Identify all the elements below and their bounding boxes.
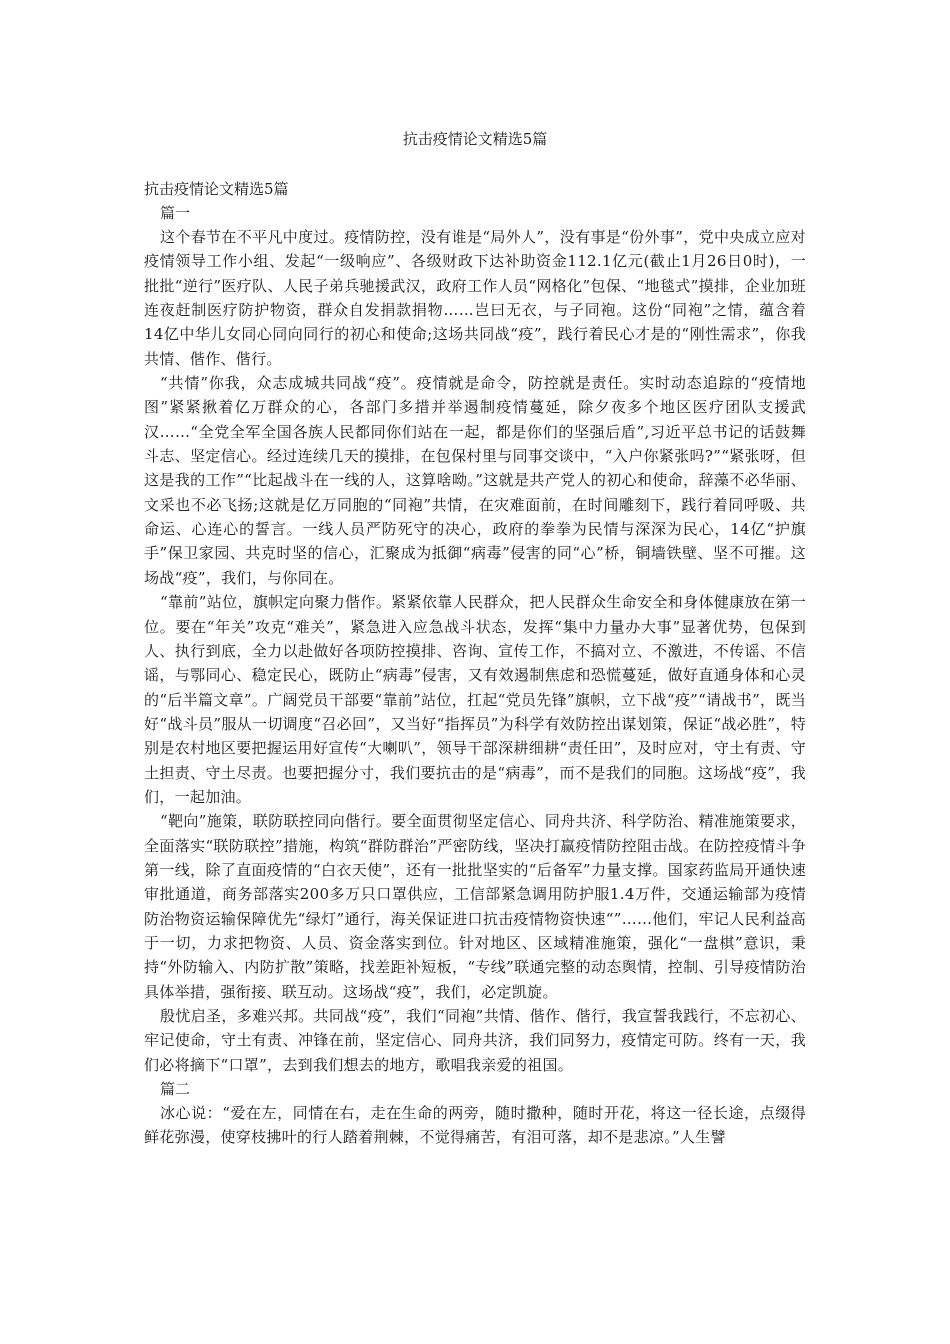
section-label-1: 篇一 — [160, 204, 191, 222]
document-subtitle: 抗击疫情论文精选5篇 — [144, 180, 289, 198]
paragraph: 殷忧启圣，多难兴邦。共同战“疫”，我们“同袍”共情、偕作、偕行，我宣誓我践行，不忘初心、牢记使命，守土有责、冲锋在前，坚定信心、同舟共济，我们同努力，疫情定可防。终有一天，我们必将摘下“口罩”，去到我们想去的地方，歌唱我亲爱的祖国。 — [144, 1007, 806, 1074]
document-body — [144, 177, 806, 1150]
document-title: 抗击疫情论文精选5篇 — [402, 130, 548, 148]
paragraph: “共情”你我，众志成城共同战“疫”。疫情就是命令，防控就是责任。实时动态追踪的“疫情地图”紧紧揪着亿万群众的心，各部门多措并举遏制疫情蔓延，除夕夜多个地区医疗团队支援武汉……“全党全军全国各族人民都同你们站在一起，都是你们的坚强后盾”,习近平总书记的话鼓舞斗志、坚定信心。经过连续几天的摸排，在包保村里与同事交谈中，“入户你紧张吗?”“紧张呀，但这是我的工作”“比起战斗在一线的人，这算啥呦。”这就是共产党人的初心和使命，辞藻不必华丽、文采也不必飞扬;这就是亿万同胞的“同袍”共情，在灾难面前，在时间雕刻下，践行着同呼吸、共命运、心连心的誓言。一线人员严防死守的决心，政府的拳拳为民情与深深为民心，14亿“护旗手”保卫家园、共克时坚的信心，汇聚成为抵御“病毒”侵害的同“心”桥，铜墙铁壁、坚不可摧。这场战“疫”，我们，与你同在。 — [144, 374, 806, 587]
paragraph: “靠前”站位，旗帜定向聚力偕作。紧紧依靠人民群众，把人民群众生命安全和身体健康放在第一位。要在“年关”攻克“难关”，紧急进入应急战斗状态，发挥“集中力量办大事”显著优势，包保到人、执行到底，全力以赴做好各项防控摸排、咨询、宣传工作，不搞对立、不激进，不传谣、不信谣，与鄂同心、稳定民心，既防止“病毒”侵害，又有效遏制焦虑和恐慌蔓延，做好直通身体和心灵的“后半篇文章”。广阔党员干部要“靠前”站位，扛起“党员先锋”旗帜，立下战“疫”“请战书”，既当好“战斗员”服从一切调度“召必回”，又当好“指挥员”为科学有效防控出谋划策，保证“战必胜”，特别是农村地区要把握运用好宣传“大喇叭”，领导干部深耕细耕“责任田”，及时应对，守土有责、守土担责、守土尽责。也要把握分寸，我们要抗击的是“病毒”，而不是我们的同胞。这场战“疫”，我们，一起加油。 — [144, 593, 806, 806]
paragraph: 冰心说：“爱在左，同情在右，走在生命的两旁，随时撒种，随时开花，将这一径长途，点缀得鲜花弥漫，使穿枝拂叶的行人踏着荆棘，不觉得痛苦，有泪可落，却不是悲凉。”人生譬 — [144, 1104, 806, 1147]
paragraph: “靶向”施策，联防联控同向偕行。要全面贯彻坚定信心、同舟共济、科学防治、精准施策要求，全面落实“联防联控”措施，构筑“群防群治”严密防线，坚决打赢疫情防控阻击战。在防控疫情斗争第一线，除了直面疫情的“白衣天使”，还有一批批坚实的“后备军”力量支撑。国家药监局开通快速审批通道，商务部落实200多万只口罩供应，工信部紧急调用防护服1.4万件，交通运输部为疫情防治物资运输保障优先“绿灯”通行，海关保证进口抗击疫情物资快速“”……他们，牢记人民利益高于一切，力求把物资、人员、资金落实到位。针对地区、区域精准施策，强化“一盘棋”意识，秉持“外防输入、内防扩散”策略，找差距补短板，“专线”联通完整的动态舆情，控制、引导疫情防治具体举措，强衔接、联互动。这场战“疫”，我们，必定凯旋。 — [144, 812, 806, 1001]
paragraph: 这个春节在不平凡中度过。疫情防控，没有谁是“局外人”，没有事是“份外事”，党中央成立应对疫情领导工作小组、发起“一级响应”、各级财政下达补助资金112.1亿元(截止1月26日0时)，一批批“逆行”医疗队、人民子弟兵驰援武汉，政府工作人员“网格化”包保、“地毯式”摸排，企业加班连夜赶制医疗防护物资，群众自发捐款捐物……岂曰无衣，与子同袍。这份“同袍”之情，蕴含着14亿中华儿女同心同向同行的初心和使命;这场共同战“疫”，践行着民心才是的“刚性需求”，你我共情、偕作、偕行。 — [144, 228, 806, 368]
section-label-2: 篇二 — [160, 1080, 191, 1099]
